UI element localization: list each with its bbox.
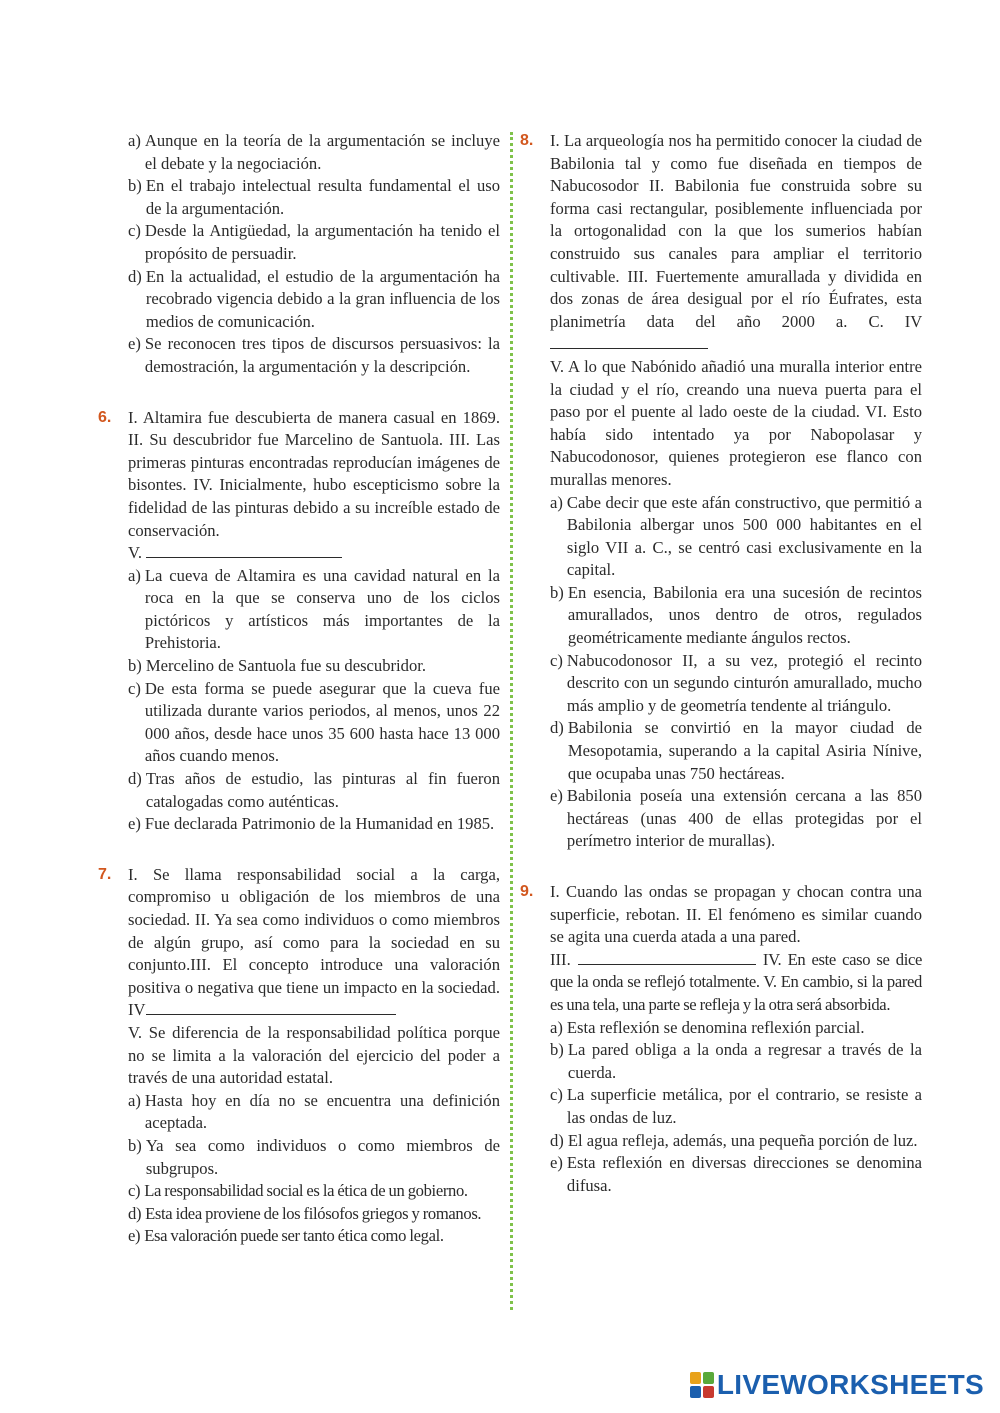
question-9 (520, 881, 922, 1197)
option-list (128, 130, 500, 379)
question-number: 9. (520, 883, 534, 900)
option-text: En el trabajo intelectual resulta fundamental el uso de la argumentación. (145, 176, 500, 218)
question-stem-continued: V. A lo que Nabónido añadió una muralla interior entre la ciudad y el río, creando una nueva puerta para el paso por el puente al lado oeste de la ciudad. VI. Esto había sido intentado ya por Nabopolasar y Nabucodonosor, quienes protegieron ese flanco con murallas menores. (550, 356, 922, 489)
option-text: Nabucodonosor II, a su vez, protegió el recinto descrito con un segundo cinturón amurallado, mucho más amplio y de geometría tendente al triángulo. (566, 650, 922, 715)
option-text: La responsabilidad social es la ética de un gobierno. (144, 1181, 468, 1201)
option-e[interactable] (550, 785, 922, 853)
option-text: Mercelino de Santuola fue su descubridor. (145, 656, 427, 676)
option-letter: d) (128, 266, 142, 286)
option-letter: d) (128, 1203, 142, 1223)
option-text: La pared obliga a la onda a regresar a través de la cuerda. (567, 1040, 922, 1082)
question-stem (550, 130, 922, 356)
answer-blank[interactable] (146, 542, 342, 558)
column-divider (510, 132, 513, 1310)
answer-blank[interactable] (550, 333, 708, 349)
option-letter: e) (128, 1226, 141, 1246)
option-letter: a) (128, 131, 141, 150)
option-letter: b) (550, 1040, 564, 1060)
option-letter: d) (550, 718, 564, 738)
option-text: El agua refleja, además, una pequeña porción de luz. (567, 1130, 918, 1150)
blank-label: III. (550, 949, 571, 969)
option-c[interactable] (128, 1180, 500, 1203)
option-a[interactable] (128, 130, 500, 175)
liveworksheets-icon (690, 1372, 714, 1398)
option-letter: d) (128, 769, 142, 789)
option-letter: e) (128, 334, 141, 354)
option-d[interactable] (128, 768, 500, 813)
question-5-options-block (98, 130, 500, 379)
option-text: Esta reflexión se denomina reflexión parcial. (566, 1017, 865, 1037)
option-letter: b) (128, 656, 142, 676)
option-text: Esta idea proviene de los filósofos griegos y romanos. (145, 1203, 482, 1223)
option-list (128, 1090, 500, 1248)
option-list (550, 492, 922, 854)
option-b[interactable] (128, 175, 500, 220)
option-letter: e) (550, 786, 563, 806)
option-text: Tras años de estudio, las pinturas al fin fueron catalogadas como auténticas. (145, 769, 500, 811)
option-text: Esa valoración puede ser tanto ética como legal. (144, 1226, 444, 1246)
option-letter: c) (550, 650, 563, 670)
option-letter: a) (550, 492, 563, 512)
question-stem (128, 864, 500, 1022)
option-e[interactable] (128, 813, 500, 836)
option-a[interactable] (128, 1090, 500, 1135)
option-text: De esta forma se puede asegurar que la cueva fue utilizada durante varios periodos, al menos, unos 22 000 años, desde hace unos 35 600 hasta hace 13 000 años cuando menos. (144, 678, 500, 766)
option-letter: c) (128, 221, 141, 241)
answer-line-row (128, 542, 500, 565)
option-text: Ya sea como individuos o como miembros de subgrupos. (145, 1135, 500, 1178)
option-b[interactable] (128, 1135, 500, 1180)
option-text: La cueva de Altamira es una cavidad natural en la roca en la que se conserva uno de los ciclos pictóricos y artísticos más importantes de la Prehistoria. (144, 565, 500, 653)
option-text: En la actualidad, el estudio de la argumentación ha recobrado vigencia debido a la gran influencia de los medios de comunicación. (145, 266, 500, 331)
option-letter: c) (128, 1181, 141, 1201)
option-c[interactable] (550, 1084, 922, 1129)
option-letter: d) (550, 1130, 564, 1150)
option-text: Fue declarada Patrimonio de la Humanidad en 1985. (144, 814, 495, 834)
option-b[interactable] (128, 655, 500, 678)
option-letter: a) (128, 1090, 141, 1110)
option-a[interactable] (550, 492, 922, 582)
option-letter: e) (550, 1153, 563, 1173)
option-e[interactable] (128, 333, 500, 378)
option-letter: e) (128, 814, 141, 834)
option-d[interactable] (128, 1203, 500, 1226)
question-stem-text: I. La arqueología nos ha permitido conocer la ciudad de Babilonia tal y como fue diseñada en tiempos de Nabucosodor II. Babilonia fue construida sobre su forma casi rectangular, posiblemente influenciada por la ortogonalidad con la que los sumerios habían construido sus canales para ampliar el territorio cultivable. III. Fuertemente amurallada y dividida en dos zonas de área desigual por el río Éufrates, esta planimetría data del año 2000 a. C. IV (550, 131, 922, 331)
question-stem-text: IV. En este caso se dice que la onda se reflejó totalmente. V. En cambio, si la pared es una tela, una parte se refleja y la otra será absorbida. (550, 949, 923, 1014)
option-text: Hasta hoy en día no se encuentra una definición aceptada. (144, 1090, 500, 1133)
left-column (98, 130, 500, 1248)
question-6 (98, 407, 500, 836)
option-d[interactable] (550, 717, 922, 785)
option-e[interactable] (550, 1152, 922, 1197)
option-letter: a) (128, 565, 141, 585)
question-stem: I. Cuando las ondas se propagan y chocan contra una superficie, rebotan. II. El fenómeno es similar cuando se agita una cuerda atada a una pared. (550, 882, 922, 947)
question-number: 6. (98, 408, 112, 426)
question-stem-text: I. Se llama responsabilidad social a la carga, compromiso u obligación de los miembros de una sociedad. II. Ya sea como individuos o como miembros de algún grupo, así como para la sociedad en su conjunto.III. El concepto introduce una valoración positiva o negativa que tiene un impacto en la sociedad. IV (128, 864, 500, 1020)
option-d[interactable] (550, 1130, 922, 1153)
logo-text: LIVEWORKSHEETS (716, 1369, 984, 1400)
option-text: La superficie metálica, por el contrario, se resiste a las ondas de luz. (566, 1085, 922, 1127)
answer-blank[interactable] (578, 949, 756, 965)
option-d[interactable] (128, 266, 500, 334)
option-c[interactable] (128, 678, 500, 768)
option-list (550, 1017, 922, 1198)
option-e[interactable] (128, 1225, 500, 1248)
option-text: Desde la Antigüedad, la argumentación ha tenido el propósito de persuadir. (144, 221, 500, 263)
option-letter: b) (128, 176, 142, 196)
option-letter: c) (128, 678, 141, 698)
option-text: Babilonia poseía una extensión cercana a las 850 hectáreas (unas 400 de ellas protegidas por el perímetro interior de murallas). (566, 786, 922, 851)
option-text: Esta reflexión en diversas direcciones se denomina difusa. (566, 1153, 922, 1195)
option-text: En esencia, Babilonia era una sucesión de recintos amurallados, unos dentro de otros, regulados geométricamente mediante ángulos rectos. (567, 582, 922, 648)
option-a[interactable] (128, 565, 500, 655)
option-letter: c) (550, 1085, 563, 1105)
option-b[interactable] (550, 1039, 922, 1084)
option-letter: b) (128, 1135, 142, 1155)
option-text: Se reconocen tres tipos de discursos persuasivos: la demostración, la argumentación y la descripción. (144, 334, 500, 376)
liveworksheets-logo[interactable] (690, 1369, 984, 1401)
option-text: Babilonia se convirtió en la mayor ciudad de Mesopotamia, superando a la capital Asiria Nínive, que ocupaba unas 750 hectáreas. (567, 718, 922, 783)
option-a[interactable] (550, 1017, 922, 1040)
option-c[interactable] (128, 220, 500, 265)
question-7 (98, 864, 500, 1248)
option-c[interactable] (550, 650, 922, 718)
question-stem-continued (550, 949, 922, 1017)
option-list (128, 565, 500, 836)
question-number: 7. (98, 865, 112, 883)
option-text: Aunque en la teoría de la argumentación se incluye el debate y la negociación. (144, 131, 500, 173)
option-b[interactable] (550, 582, 922, 650)
option-letter: a) (550, 1017, 563, 1037)
answer-blank[interactable] (146, 999, 396, 1015)
blank-label: V. (128, 543, 142, 563)
question-stem: I. Altamira fue descubierta de manera casual en 1869. II. Su descubridor fue Marcelino de Santuola. III. Las primeras pinturas encontradas reproducían imágenes de bisontes. IV. Inicialmente, hubo escepticismo sobre la fidelidad de las pinturas debido a su increíble estado de conservación. (128, 407, 500, 540)
question-number: 8. (520, 132, 534, 149)
option-text: Cabe decir que este afán constructivo, que permitió a Babilonia albergar unos 500 000 habitantes en el siglo VII a. C., se centró casi exclusivamente en la capital. (566, 492, 922, 580)
question-8 (520, 130, 922, 853)
question-stem-continued: V. Se diferencia de la responsabilidad política porque no se limita a la valoración del ejercicio del poder a través de una autoridad estatal. (128, 1022, 500, 1088)
right-column (520, 130, 922, 1197)
option-letter: b) (550, 582, 564, 602)
